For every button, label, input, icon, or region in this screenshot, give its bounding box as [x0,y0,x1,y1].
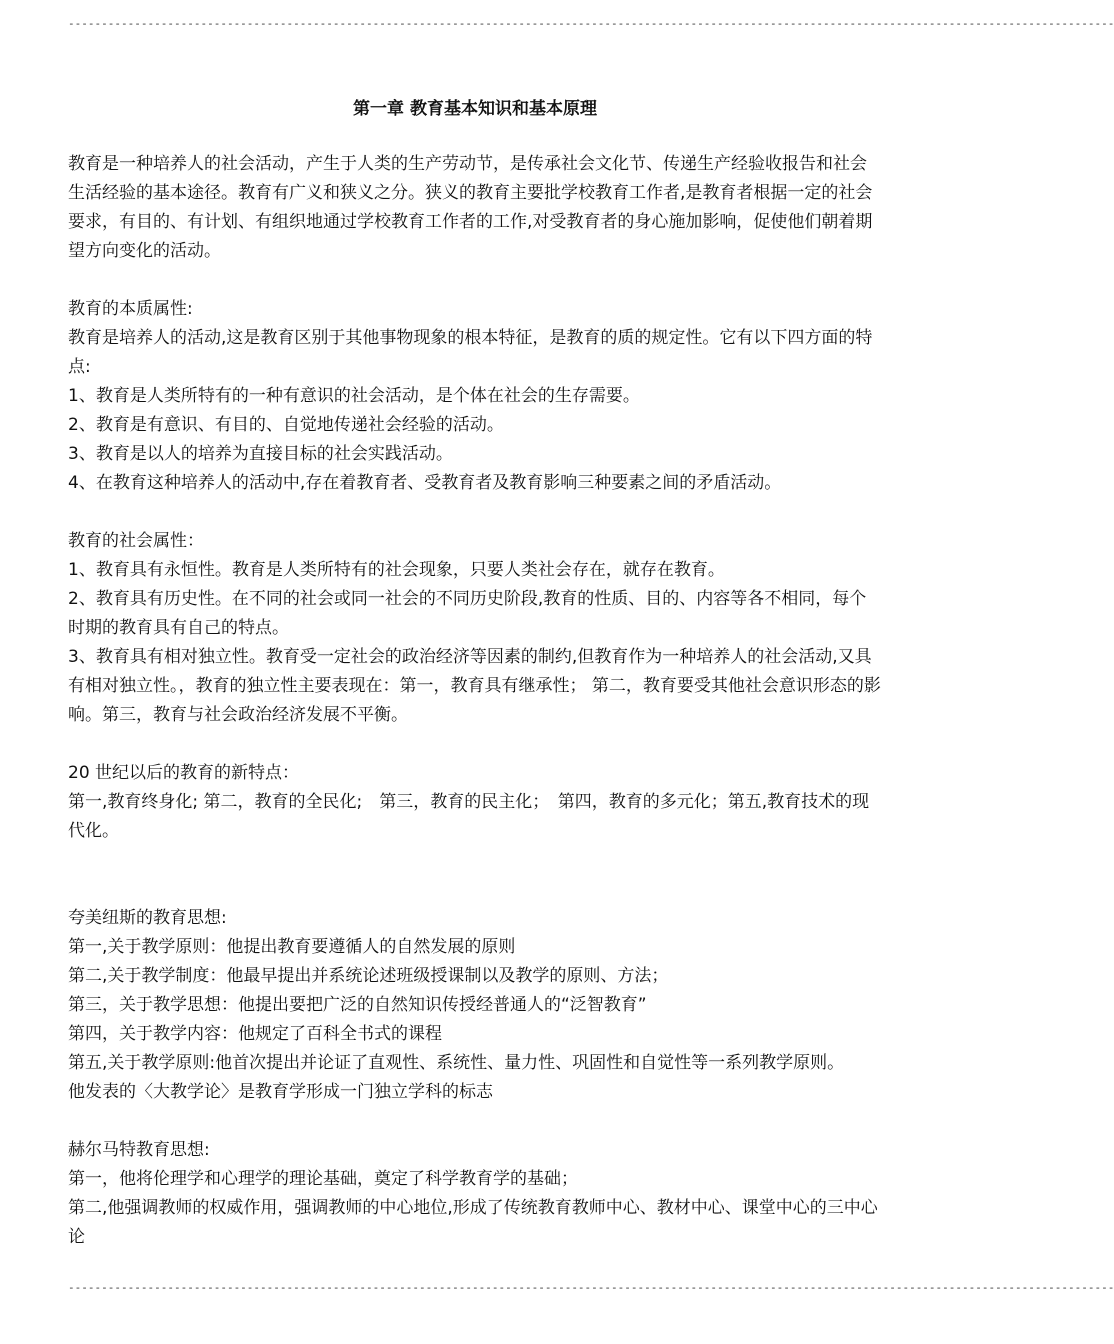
comenius-item: 第五,关于教学原则:他首次提出并论证了直观性、系统性、量力性、巩固性和自觉性等一系列教学原则。 [68,1053,845,1073]
comenius-item: 第三，关于教学思想：他提出要把广泛的自然知识传授经普通人的“泛智教育” [68,995,647,1015]
social-item: 1、教育具有永恒性。教育是人类所特有的社会现象，只要人类社会存在，就存在教育。 [68,560,725,580]
social-item: 3、教育具有相对独立性。教育受一定社会的政治经济等因素的制约,但教育作为一种培养人的社会活动,又具有相对独立性。，教育的独立性主要表现在：第一，教育具有继承性； 第二，教育要受其他社会意识形态的影响。第三，教育与社会政治经济发展不平衡。 [68,647,881,725]
modern-heading: 20 世纪以后的教育的新特点： [68,763,300,783]
essence-item: 4、在教育这种培养人的活动中,存在着教育者、受教育者及教育影响三种要素之间的矛盾活动。 [68,473,782,493]
bottom-divider: -------------------------------------------------------------------------------------------------------------------------------------------------------------- [68,1281,1114,1294]
essence-item: 1、教育是人类所特有的一种有意识的社会活动，是个体在社会的生存需要。 [68,386,640,406]
comenius-item: 他发表的〈大教学论〉是教育学形成一门独立学科的标志 [68,1082,493,1102]
page-title: 第一章 教育基本知识和基本原理 [353,99,597,119]
essence-lead: 教育是培养人的活动,这是教育区别于其他事物现象的根本特征，是教育的质的规定性。它有以下四方面的特点: [68,328,873,377]
top-divider: -------------------------------------------------------------------------------------------------------------------------------------------------------------- [68,17,1114,30]
comenius-item: 第四，关于教学内容：他规定了百科全书式的课程 [68,1024,442,1044]
social-item: 2、教育具有历史性。在不同的社会或同一社会的不同历史阶段,教育的性质、目的、内容等各不相同，每个时期的教育具有自己的特点。 [68,589,867,638]
document-body [68,150,882,1252]
essence-item: 3、教育是以人的培养为直接目标的社会实践活动。 [68,444,453,464]
herbart-item: 第一，他将伦理学和心理学的理论基础，奠定了科学教育学的基础； [68,1169,578,1189]
essence-item: 2、教育是有意识、有目的、自觉地传递社会经验的活动。 [68,415,504,435]
comenius-item: 第二,关于教学制度：他最早提出并系统论述班级授课制以及教学的原则、方法； [68,966,669,986]
comenius-heading: 夸美纽斯的教育思想: [68,908,227,928]
herbart-heading: 赫尔马特教育思想: [68,1140,210,1160]
herbart-item: 第二,他强调教师的权威作用，强调教师的中心地位,形成了传统教育教师中心、教材中心、课堂中心的三中心论 [68,1198,878,1247]
social-heading: 教育的社会属性： [68,531,204,551]
intro-paragraph: 教育是一种培养人的社会活动，产生于人类的生产劳动节，是传承社会文化节、传递生产经验收报告和社会生活经验的基本途径。教育有广义和狭义之分。狭义的教育主要批学校教育工作者,是教育者根据一定的社会要求，有目的、有计划、有组织地通过学校教育工作者的工作,对受教育者的身心施加影响，促使他们朝着期望方向变化的活动。 [68,154,873,261]
comenius-item: 第一,关于教学原则：他提出教育要遵循人的自然发展的原则 [68,937,516,957]
essence-heading: 教育的本质属性: [68,299,193,319]
modern-text: 第一,教育终身化; 第二，教育的全民化; 第三，教育的民主化； 第四，教育的多元化；第五,教育技术的现代化。 [68,792,870,841]
